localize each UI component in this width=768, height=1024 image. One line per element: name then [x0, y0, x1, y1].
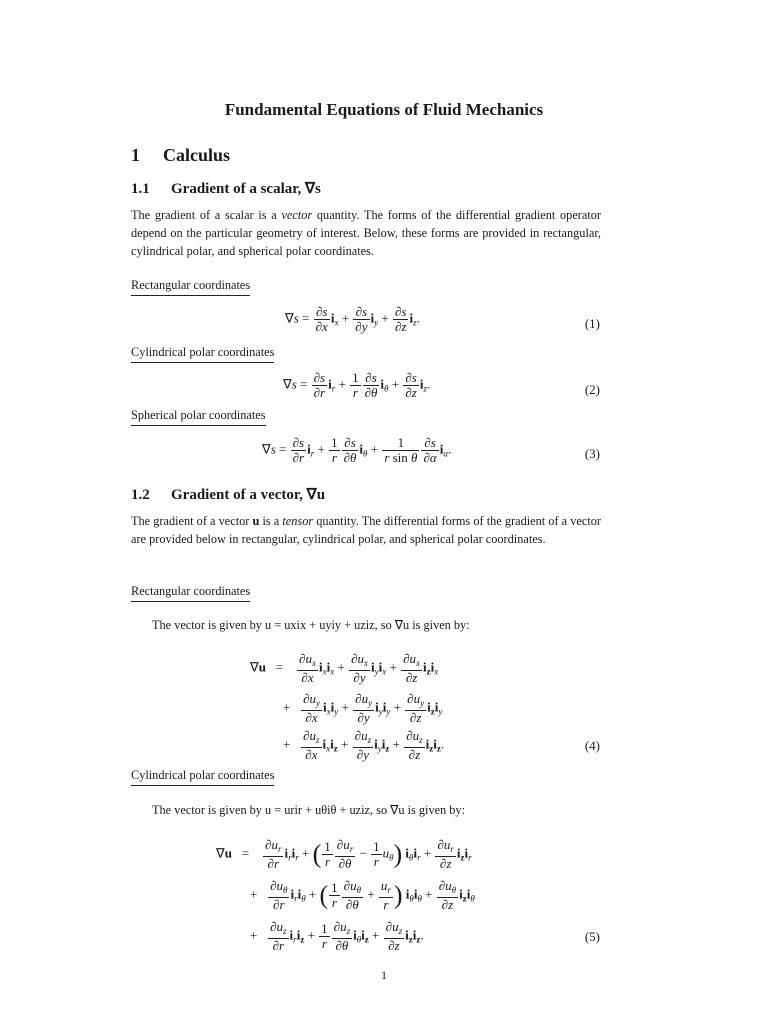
subsection-number: 1.2 [131, 487, 150, 503]
section-heading [131, 145, 230, 166]
subsection-heading [131, 179, 321, 198]
coord-label-rectangular: Rectangular coordinates [131, 584, 250, 602]
equation-number: (2) [584, 382, 600, 397]
equation-1: ∇s = $\frac{\partial s}{\partial x}$ $i_x$ + $\frac{\partial s}{\partial y}$ $i_y$ + $\frac{\partial s}{\partial z}$ $i_z$. [285, 304, 420, 334]
equation-4-line-3: + $\frac{\partial u_z}{\partial x}$ $i_xi_z$ + $\frac{\partial u_z}{\partial y}$ $i_yi_z$ + $\frac{\partial u_z}{\partial z}$ $i_zi_z$. [283, 728, 445, 762]
equation-number: (3) [584, 446, 600, 461]
section-title: Calculus [163, 145, 231, 165]
coord-label-rectangular: Rectangular coordinates [131, 278, 250, 296]
paragraph [131, 512, 601, 548]
paragraph-text: quantity. The differential forms of the gradient of a vector are provided below in rectangular, cylindrical polar, and spherical polar coordinates. [131, 514, 601, 546]
vector-intro-rect: The vector is given by u = uxix + uyiy + uziz, so ∇u is given by: [152, 618, 470, 632]
equation-5-line-3: + $\frac{\partial u_z}{\partial r}$ $i_ri_z$ + $\frac{1}{r}$ $\frac{\partial u_z}{\partial\theta}$ $i_\theta i_z$ + $\frac{\partial u_z}{\partial z}$ $i_zi_z$. [250, 919, 424, 953]
subsection-number: 1.1 [131, 181, 150, 197]
coord-label-cylindrical: Cylindrical polar coordinates [131, 345, 274, 363]
equation-5-line-2: + $\frac{\partial u_\theta}{\partial r}$ $i_ri_\theta$ + ( $\frac{1}{r}$ $\frac{\partial u_\theta}{\partial\theta}$ + $\frac{u_r}{r}$ ) $i_\theta i_\theta$ + $\frac{\partial u_\theta}{\partial z}$ $i_zi_\theta$ [250, 878, 475, 912]
paragraph-text: The gradient of a scalar is a [131, 208, 282, 222]
equation-4-line-2: + $\frac{\partial u_y}{\partial x}$ $i_xi_y$ + $\frac{\partial u_y}{\partial y}$ $i_yi_y$ + $\frac{\partial u_y}{\partial z}$ $i_zi_y$ [283, 691, 443, 725]
subsection-title: Gradient of a vector, ∇u [171, 487, 326, 503]
paragraph-text: is a [259, 514, 283, 528]
paragraph-text: The gradient of a vector [131, 514, 253, 528]
equation-4-line-1: ∇u = $\frac{\partial u_x}{\partial x}$ $i_xi_x$ + $\frac{\partial u_x}{\partial y}$ $i_yi_x$ + $\frac{\partial u_x}{\partial z}$ $i_zi_x$ [250, 651, 439, 685]
equation-5-line-1: ∇u = $\frac{\partial u_r}{\partial r}$ $i_ri_r$ + ( $\frac{1}{r}$ $\frac{\partial u_r}{\partial\theta}$ − $\frac{1}{r}$ $u_\theta$) $i_\theta i_r$ + $\frac{\partial u_r}{\partial z}$ $i_zi_r$ [216, 837, 472, 871]
coord-label-spherical: Spherical polar coordinates [131, 408, 266, 426]
coord-label-cylindrical: Cylindrical polar coordinates [131, 768, 274, 786]
vector-intro-cyl: The vector is given by u = urir + uθiθ + uziz, so ∇u is given by: [152, 803, 466, 817]
subsection-title: Gradient of a scalar, ∇s [171, 181, 321, 197]
subsection-heading [131, 485, 325, 504]
paragraph-bold: u [252, 514, 260, 528]
equation-number: (5) [584, 929, 600, 944]
document-title: Fundamental Equations of Fluid Mechanics [224, 100, 544, 119]
paragraph-emphasis: tensor [282, 514, 314, 528]
equation-number: (4) [584, 738, 600, 753]
paragraph-emphasis: vector [281, 208, 313, 222]
paragraph [131, 206, 601, 260]
equation-3: ∇s = $\frac{\partial s}{\partial r}$ $i_r$ + $\frac{1}{r}$ $\frac{\partial s}{\partial\theta}$ $i_\theta$ + $\frac{1}{\text{r sin θ}}$ $\frac{\partial s}{\partial\alpha}$ $i_\alpha$. [262, 435, 452, 465]
page-number: 1 [381, 968, 387, 982]
paragraph-text: quantity. The forms of the differential gradient operator depend on the particular geometry of interest. Below, these forms are provided in rectangular, cylindrical polar, and spherical polar coordinates. [131, 208, 601, 258]
equation-2: ∇s = $\frac{\partial s}{\partial r}$ $i_r$ + $\frac{1}{r}$ $\frac{\partial s}{\partial\theta}$ $i_\theta$ + $\frac{\partial s}{\partial z}$ $i_z$. [283, 370, 431, 400]
equation-number: (1) [584, 316, 600, 331]
section-number: 1 [131, 145, 140, 165]
